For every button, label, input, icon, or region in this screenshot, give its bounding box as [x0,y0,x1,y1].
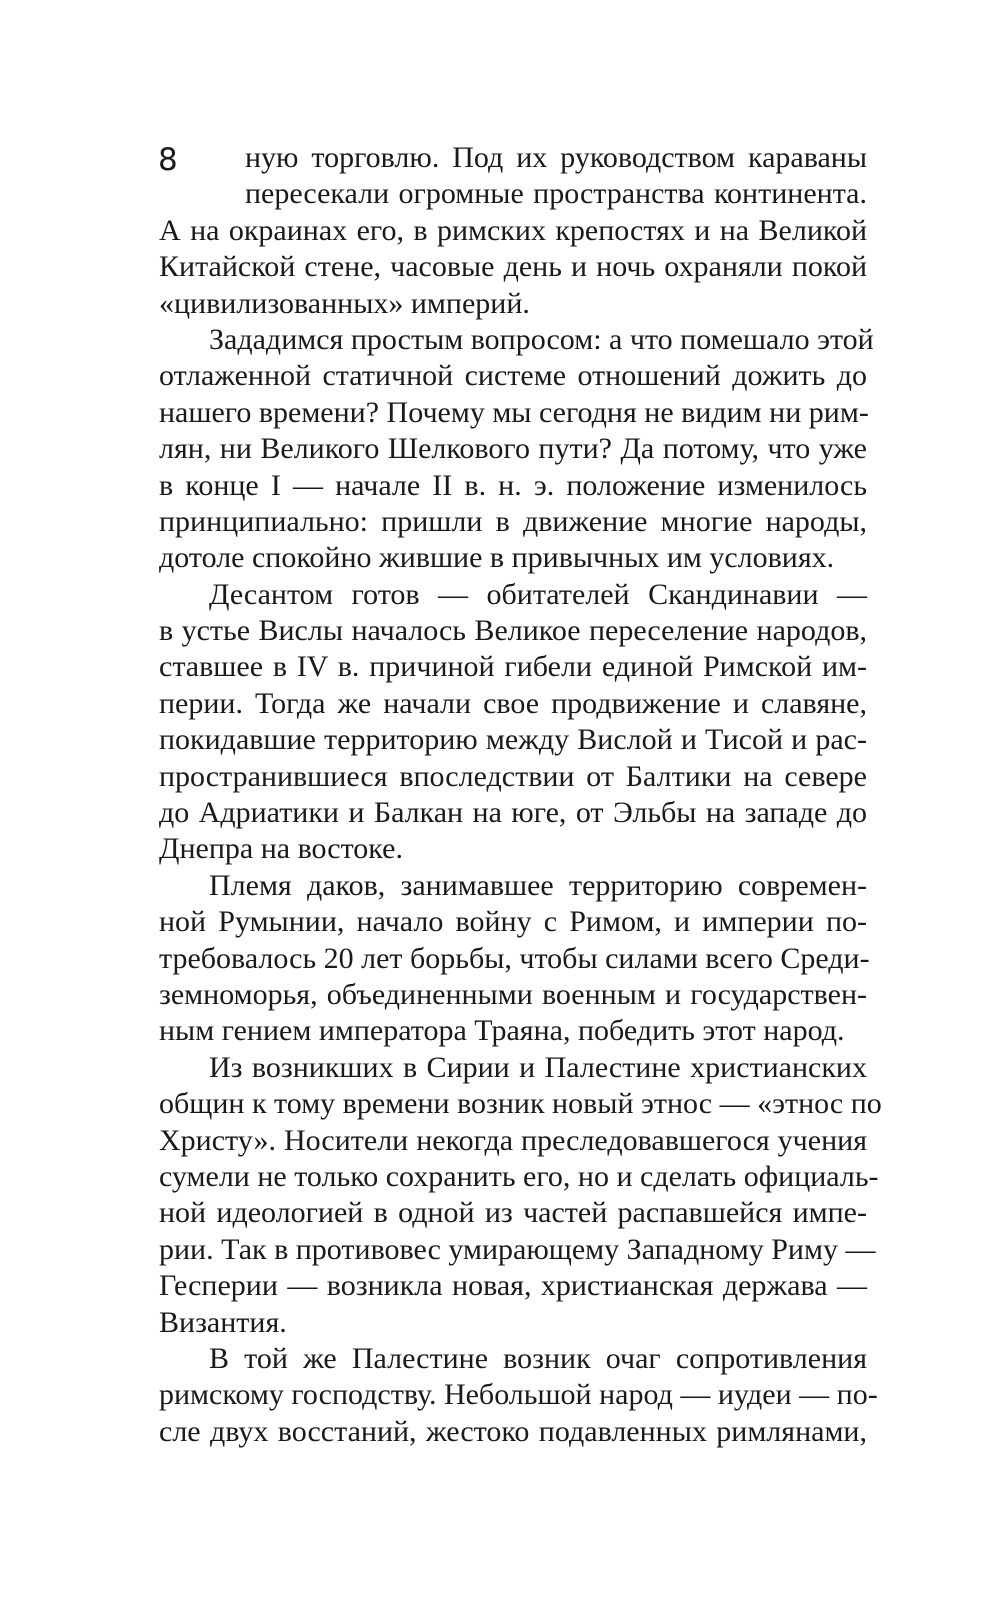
text-line: ную торговлю. Под их руководством караваны [245,141,867,174]
text-line: ной идеологией в одной из частей распавшейся импе- [159,1196,867,1230]
text-line: в устье Вислы началось Великое переселение народов, [159,614,867,648]
body-text [159,140,882,1450]
text-line: земноморья, объединенными военным и государствен- [159,977,867,1011]
text-line: покидавшие территорию между Вислой и Тисой и рас- [159,723,867,757]
text-line: до Адриатики и Балкан на юге, от Эльбы на западе до [159,796,867,830]
text-line: перии. Тогда же начали свое продвижение и славяне, [159,686,867,720]
text-line: пересекали огромные пространства континента. [245,177,867,211]
text-line: ставшее в IV в. причиной гибели единой Римской им- [159,650,867,684]
text-line: ной Румынии, начало войну с Римом, и империи по- [159,905,867,939]
text-line: рии. Так в противовес умирающему Западному Риму — [159,1232,876,1266]
text-line: сле двух восстаний, жестоко подавленных римлянами, [159,1414,867,1448]
text-line: Византия. [159,1305,287,1339]
text-line: В той же Палестине возник очаг сопротивления [209,1341,867,1375]
text-line: А на окраинах его, в римских крепостях и на Великой [159,213,867,247]
text-line: Китайской стене, часовые день и ночь охраняли покой [159,250,867,284]
page-number: 8 [158,142,178,178]
text-line: общин к тому времени возник новый этнос — «этнос по [159,1087,882,1121]
text-line: Зададимся простым вопросом: а что помешало этой [209,322,874,356]
text-line: ным гением императора Траяна, победить этот народ. [159,1014,845,1048]
text-line: Племя даков, занимавшее территорию современ- [209,868,867,902]
text-line: принципиально: пришли в движение многие народы, [159,504,867,538]
text-line: Христу». Носители некогда преследовавшегося учения [159,1123,867,1157]
text-line: «цивилизованных» империй. [159,286,530,320]
text-line: Из возникших в Сирии и Палестине христианских [209,1050,867,1084]
text-line: в конце I — начале II в. н. э. положение изменилось [159,468,867,502]
text-line: Десантом готов — обитателей Скандинавии — [209,577,867,611]
text-line: римскому господству. Небольшой народ — иудеи — по- [159,1378,878,1412]
text-line: отлаженной статичной системе отношений дожить до [159,359,867,393]
text-line: Днепра на востоке. [159,832,403,866]
text-line: пространившиеся впоследствии от Балтики на севере [159,759,867,793]
text-line: нашего времени? Почему мы сегодня не видим ни рим- [159,395,869,429]
text-line: лян, ни Великого Шелкового пути? Да потому, что уже [159,432,867,466]
text-line: требовалось 20 лет борьбы, чтобы силами всего Среди- [159,941,870,975]
text-line: сумели не только сохранить его, но и сделать официаль- [159,1159,879,1193]
text-line: Гесперии — возникла новая, христианская держава — [159,1269,867,1303]
text-line: дотоле спокойно жившие в привычных им условиях. [159,541,835,575]
